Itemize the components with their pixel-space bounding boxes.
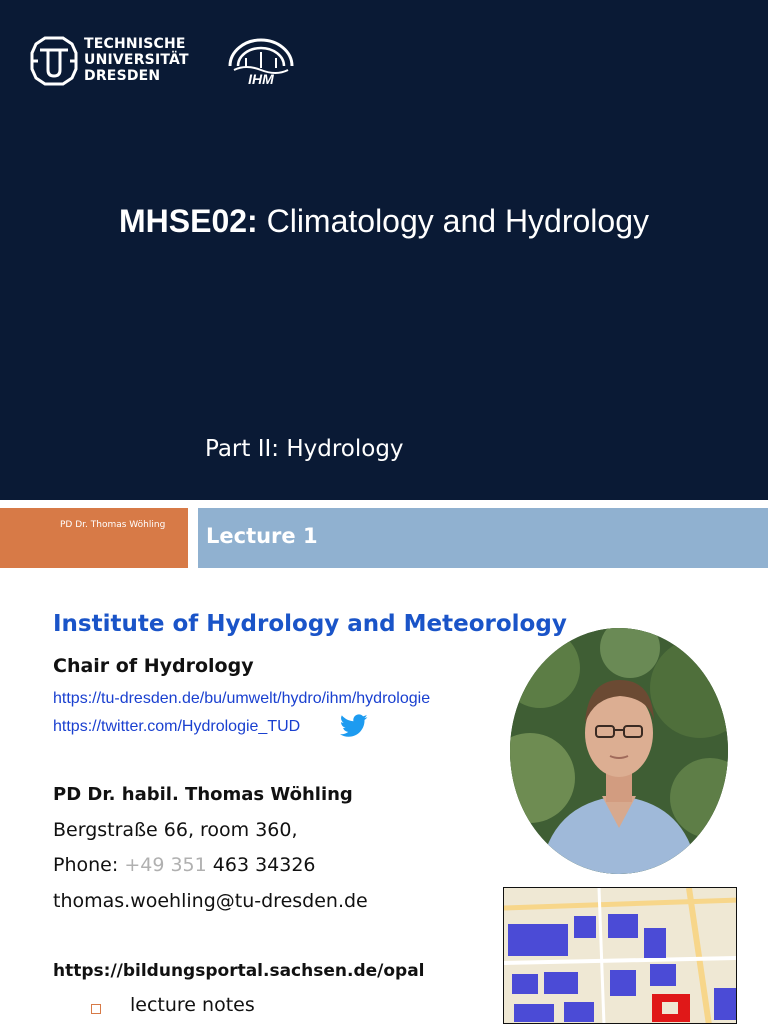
ihm-logo-icon	[226, 36, 296, 88]
lecturer-name: PD Dr. Thomas Wöhling	[60, 520, 166, 530]
course-name: Climatology and Hydrology	[266, 203, 649, 239]
lecturer-portrait	[510, 628, 728, 874]
tu-dresden-emblem-icon	[30, 36, 78, 86]
ihm-logo	[226, 36, 296, 88]
lecturer-box	[0, 508, 188, 568]
hydrology-website-link[interactable]: https://tu-dresden.de/bu/umwelt/hydro/ihm/hydrologie	[53, 690, 431, 707]
phone-label: Phone:	[53, 854, 119, 876]
phone-prefix: +49 351	[124, 854, 207, 876]
phone-number: 463 34326	[212, 854, 316, 876]
campus-map[interactable]	[503, 887, 737, 1024]
twitter-link[interactable]: https://twitter.com/Hydrologie_TUD	[53, 718, 301, 735]
logo-line: UNIVERSITÄT	[84, 52, 189, 68]
campus-map-image	[504, 888, 737, 1024]
institute-title: Institute of Hydrology and Meteorology	[53, 611, 567, 637]
bullet-square-icon	[91, 1004, 101, 1014]
ihm-logo-text: IHM	[248, 71, 274, 87]
lecture-box	[198, 508, 768, 568]
tu-dresden-logo	[30, 36, 200, 88]
opal-portal-link[interactable]: https://bildungsportal.sachsen.de/opal	[53, 961, 425, 981]
lecture-label: Lecture 1	[206, 524, 318, 548]
logo-line: DRESDEN	[84, 68, 161, 84]
contact-name: PD Dr. habil. Thomas Wöhling	[53, 784, 353, 805]
list-item: lecture notes	[130, 994, 255, 1016]
course-title	[0, 203, 768, 240]
logo-line: TECHNISCHE	[84, 36, 186, 52]
title-slide	[0, 0, 768, 500]
portrait-photo	[510, 628, 728, 874]
tu-dresden-wordmark	[84, 36, 189, 84]
contact-address: Bergstraße 66, room 360,	[53, 819, 298, 841]
contact-phone	[53, 854, 316, 876]
contact-email[interactable]: thomas.woehling@tu-dresden.de	[53, 890, 368, 912]
part-title: Part II: Hydrology	[205, 436, 404, 462]
course-code: MHSE02:	[119, 203, 258, 239]
twitter-bird-icon[interactable]	[340, 714, 368, 738]
chair-title: Chair of Hydrology	[53, 655, 254, 677]
